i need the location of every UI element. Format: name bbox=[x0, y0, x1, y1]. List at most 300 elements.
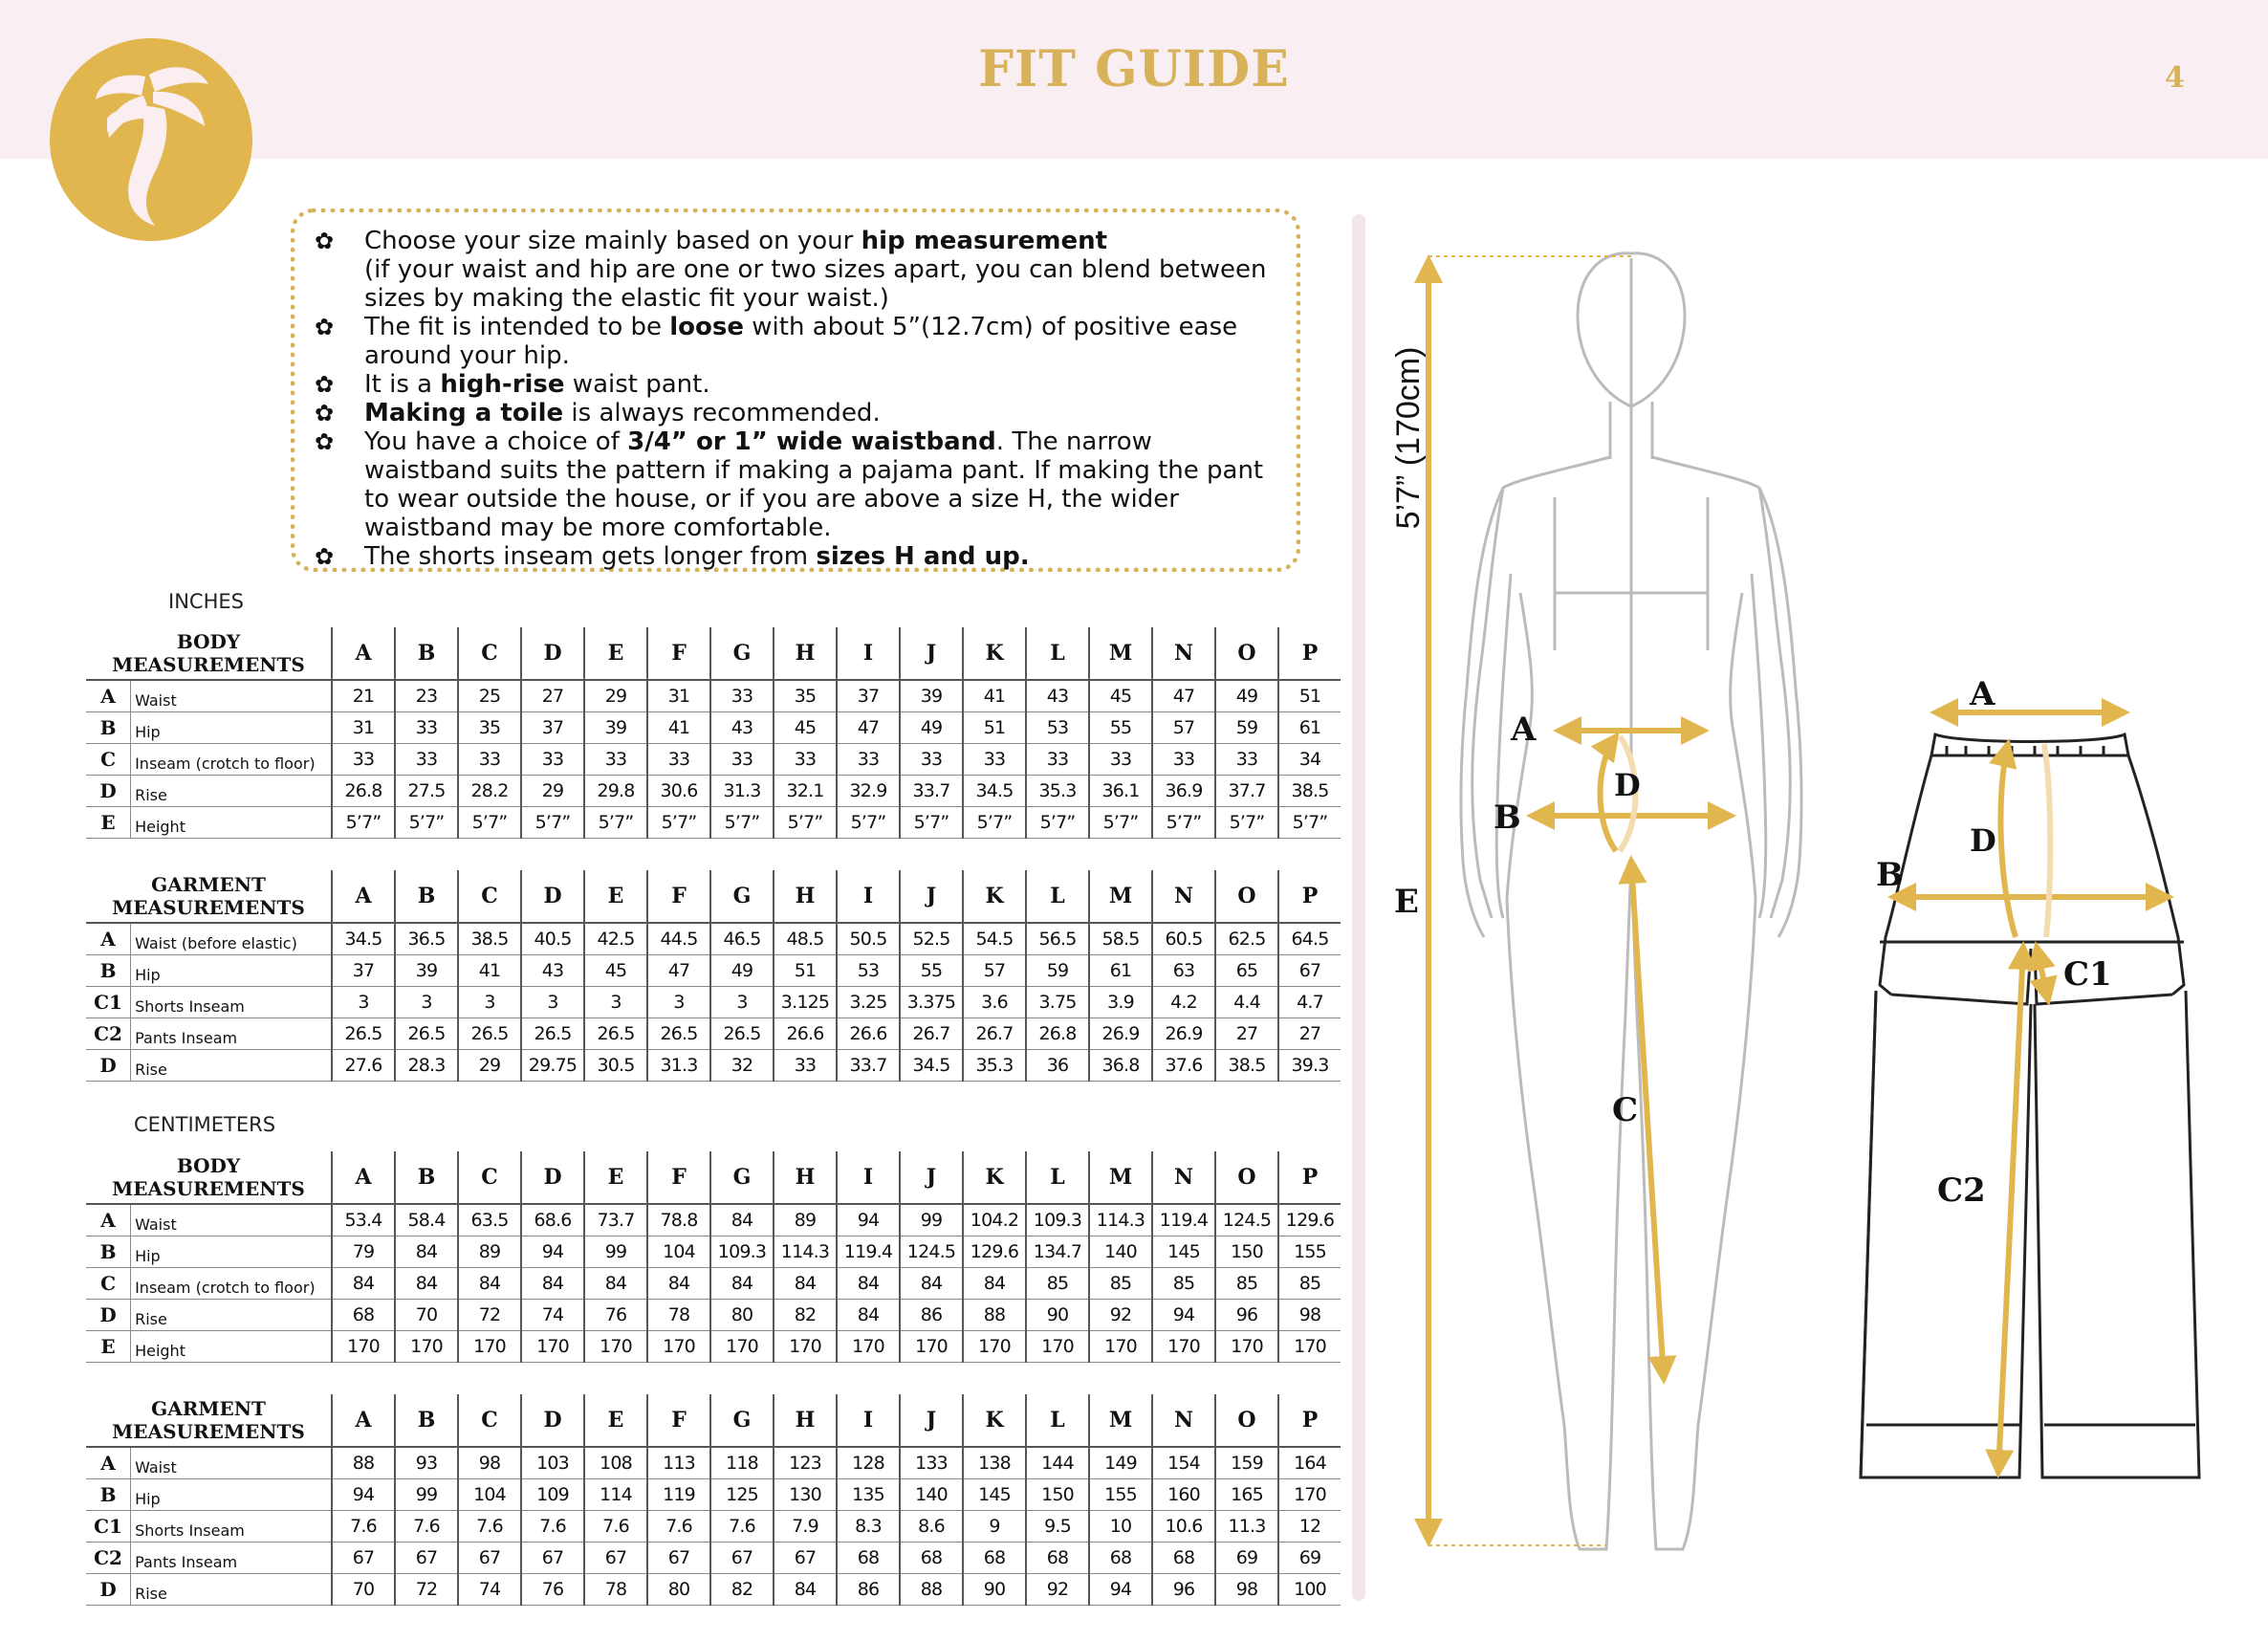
table-row bbox=[86, 776, 1341, 807]
measurement-value: 39.3 bbox=[1278, 1050, 1341, 1082]
measurement-value: 104.2 bbox=[963, 1204, 1026, 1236]
pant-label-c1: C1 bbox=[2063, 955, 2112, 994]
measurement-value: 155 bbox=[1089, 1479, 1152, 1511]
measurement-value: 53 bbox=[1026, 712, 1089, 744]
measurement-value: 45 bbox=[774, 712, 837, 744]
measurement-value: 70 bbox=[395, 1300, 458, 1331]
measurement-value: 27 bbox=[1215, 1018, 1278, 1050]
measurement-code: E bbox=[86, 1331, 131, 1363]
pant-label-c2: C2 bbox=[1937, 1171, 1986, 1210]
table-row bbox=[86, 1511, 1341, 1543]
measurement-value: 135 bbox=[837, 1479, 900, 1511]
measurement-value: 3 bbox=[584, 987, 647, 1018]
cm-body-measurements-table bbox=[86, 1151, 1341, 1363]
measurement-value: 68 bbox=[1026, 1543, 1089, 1574]
measurement-value: 28.2 bbox=[458, 776, 521, 807]
size-header: E bbox=[584, 1394, 647, 1447]
measurement-value: 140 bbox=[900, 1479, 963, 1511]
measurement-value: 43 bbox=[710, 712, 774, 744]
measurement-value: 10 bbox=[1089, 1511, 1152, 1543]
measurement-value: 44.5 bbox=[647, 923, 710, 955]
table-row bbox=[86, 1479, 1341, 1511]
size-header: B bbox=[395, 1394, 458, 1447]
measurement-value: 84 bbox=[647, 1268, 710, 1300]
measurement-value: 38.5 bbox=[1278, 776, 1341, 807]
measurement-value: 74 bbox=[521, 1300, 584, 1331]
measurement-label: Hip bbox=[131, 1479, 332, 1511]
measurement-value: 3.25 bbox=[837, 987, 900, 1018]
measurement-value: 27.5 bbox=[395, 776, 458, 807]
size-header: H bbox=[774, 1151, 837, 1204]
measurement-value: 78 bbox=[647, 1300, 710, 1331]
measurement-label: Shorts Inseam bbox=[131, 1511, 332, 1543]
measurement-value: 33 bbox=[774, 744, 837, 776]
measurement-value: 33 bbox=[1089, 744, 1152, 776]
measurement-value: 170 bbox=[900, 1331, 963, 1363]
measurement-value: 86 bbox=[900, 1300, 963, 1331]
table-row bbox=[86, 923, 1341, 955]
measurement-value: 28.3 bbox=[395, 1050, 458, 1082]
size-header: K bbox=[963, 1151, 1026, 1204]
measurement-label: Hip bbox=[131, 955, 332, 987]
measurement-value: 114.3 bbox=[774, 1236, 837, 1268]
measurement-value: 61 bbox=[1278, 712, 1341, 744]
measurement-value: 164 bbox=[1278, 1447, 1341, 1479]
fit-note-2: ✿ The fit is intended to be loose with about 5”(12.7cm) of positive ease around your hip. bbox=[315, 313, 1238, 370]
measurement-code: B bbox=[86, 712, 131, 744]
measurement-value: 68 bbox=[1089, 1543, 1152, 1574]
measurement-value: 124.5 bbox=[900, 1236, 963, 1268]
measurement-label: Height bbox=[131, 807, 332, 839]
measurement-label: Waist (before elastic) bbox=[131, 923, 332, 955]
measurement-value: 29 bbox=[458, 1050, 521, 1082]
table-row bbox=[86, 1050, 1341, 1082]
measurement-code: C bbox=[86, 744, 131, 776]
measurement-label: Inseam (crotch to floor) bbox=[131, 744, 332, 776]
flower-bullet-icon: ✿ bbox=[315, 428, 335, 455]
height-label: 5’7” (170cm) bbox=[1390, 346, 1427, 530]
measurement-value: 38.5 bbox=[458, 923, 521, 955]
size-header: A bbox=[332, 870, 395, 923]
measurement-value: 37 bbox=[837, 680, 900, 712]
measurement-value: 52.5 bbox=[900, 923, 963, 955]
measurement-value: 88 bbox=[332, 1447, 395, 1479]
measurement-value: 33 bbox=[458, 744, 521, 776]
size-header: D bbox=[521, 1394, 584, 1447]
measurement-value: 36.8 bbox=[1089, 1050, 1152, 1082]
body-label-b: B bbox=[1494, 799, 1521, 837]
size-header: F bbox=[647, 870, 710, 923]
measurement-value: 93 bbox=[395, 1447, 458, 1479]
measurement-value: 43 bbox=[521, 955, 584, 987]
measurement-value: 49 bbox=[1215, 680, 1278, 712]
measurement-value: 84 bbox=[774, 1268, 837, 1300]
measurement-value: 51 bbox=[774, 955, 837, 987]
measurement-value: 57 bbox=[1152, 712, 1215, 744]
measurement-value: 48.5 bbox=[774, 923, 837, 955]
measurement-value: 5’7” bbox=[1278, 807, 1341, 839]
measurement-value: 84 bbox=[395, 1268, 458, 1300]
measurement-value: 21 bbox=[332, 680, 395, 712]
measurement-label: Waist bbox=[131, 1204, 332, 1236]
measurement-value: 94 bbox=[1152, 1300, 1215, 1331]
measurement-value: 119.4 bbox=[1152, 1204, 1215, 1236]
measurement-value: 159 bbox=[1215, 1447, 1278, 1479]
page-title: FIT GUIDE bbox=[978, 40, 1290, 98]
body-label-c: C bbox=[1612, 1091, 1639, 1129]
measurement-value: 31.3 bbox=[647, 1050, 710, 1082]
table-caption: BODY MEASUREMENTS bbox=[86, 1151, 332, 1204]
measurement-value: 7.6 bbox=[458, 1511, 521, 1543]
measurement-value: 41 bbox=[458, 955, 521, 987]
measurement-value: 38.5 bbox=[1215, 1050, 1278, 1082]
measurement-value: 3 bbox=[710, 987, 774, 1018]
measurement-value: 42.5 bbox=[584, 923, 647, 955]
body-figure bbox=[1461, 253, 1801, 1549]
measurement-value: 68 bbox=[332, 1300, 395, 1331]
measurement-value: 30.5 bbox=[584, 1050, 647, 1082]
measurement-value: 27.6 bbox=[332, 1050, 395, 1082]
measurement-value: 34.5 bbox=[900, 1050, 963, 1082]
measurement-value: 7.6 bbox=[332, 1511, 395, 1543]
measurement-value: 40.5 bbox=[521, 923, 584, 955]
measurement-value: 170 bbox=[1215, 1331, 1278, 1363]
measurement-value: 29.75 bbox=[521, 1050, 584, 1082]
measurement-code: A bbox=[86, 1447, 131, 1479]
measurement-value: 98 bbox=[1278, 1300, 1341, 1331]
measurement-value: 82 bbox=[774, 1300, 837, 1331]
measurement-value: 51 bbox=[1278, 680, 1341, 712]
measurement-value: 33 bbox=[395, 712, 458, 744]
measurement-value: 68.6 bbox=[521, 1204, 584, 1236]
measurement-value: 85 bbox=[1215, 1268, 1278, 1300]
inches-body-measurements-table bbox=[86, 627, 1341, 839]
size-header: G bbox=[710, 1394, 774, 1447]
measurement-value: 154 bbox=[1152, 1447, 1215, 1479]
measurement-value: 35 bbox=[458, 712, 521, 744]
measurement-value: 170 bbox=[647, 1331, 710, 1363]
measurement-value: 170 bbox=[963, 1331, 1026, 1363]
pant-label-b: B bbox=[1876, 856, 1904, 894]
size-header: I bbox=[837, 1394, 900, 1447]
measurement-value: 89 bbox=[774, 1204, 837, 1236]
measurement-value: 94 bbox=[332, 1479, 395, 1511]
measurement-label: Hip bbox=[131, 712, 332, 744]
table-row bbox=[86, 1574, 1341, 1606]
measurement-value: 34.5 bbox=[332, 923, 395, 955]
measurement-value: 94 bbox=[837, 1204, 900, 1236]
measurement-value: 88 bbox=[900, 1574, 963, 1606]
size-header: F bbox=[647, 627, 710, 680]
measurement-value: 4.2 bbox=[1152, 987, 1215, 1018]
size-header: L bbox=[1026, 627, 1089, 680]
table-caption: GARMENT MEASUREMENTS bbox=[86, 870, 332, 923]
measurement-value: 96 bbox=[1215, 1300, 1278, 1331]
measurement-value: 26.5 bbox=[710, 1018, 774, 1050]
measurement-value: 56.5 bbox=[1026, 923, 1089, 955]
measurement-value: 150 bbox=[1215, 1236, 1278, 1268]
measurement-value: 67 bbox=[458, 1543, 521, 1574]
measurement-value: 160 bbox=[1152, 1479, 1215, 1511]
measurement-value: 36.9 bbox=[1152, 776, 1215, 807]
measurement-value: 138 bbox=[963, 1447, 1026, 1479]
measurement-value: 76 bbox=[521, 1574, 584, 1606]
measurement-value: 64.5 bbox=[1278, 923, 1341, 955]
measurement-value: 63 bbox=[1152, 955, 1215, 987]
measurement-label: Rise bbox=[131, 1050, 332, 1082]
measurement-value: 145 bbox=[1152, 1236, 1215, 1268]
measurement-value: 74 bbox=[458, 1574, 521, 1606]
measurement-value: 25 bbox=[458, 680, 521, 712]
table-caption: BODY MEASUREMENTS bbox=[86, 627, 332, 680]
measurement-value: 170 bbox=[458, 1331, 521, 1363]
size-header: O bbox=[1215, 627, 1278, 680]
measurement-value: 170 bbox=[1278, 1479, 1341, 1511]
size-header: A bbox=[332, 627, 395, 680]
measurement-value: 84 bbox=[963, 1268, 1026, 1300]
measurement-value: 36 bbox=[1026, 1050, 1089, 1082]
measurement-value: 104 bbox=[647, 1236, 710, 1268]
measurement-value: 84 bbox=[774, 1574, 837, 1606]
measurement-value: 32.1 bbox=[774, 776, 837, 807]
measurement-value: 5’7” bbox=[837, 807, 900, 839]
measurement-value: 53 bbox=[837, 955, 900, 987]
size-header: I bbox=[837, 870, 900, 923]
measurement-value: 34.5 bbox=[963, 776, 1026, 807]
measurement-value: 39 bbox=[584, 712, 647, 744]
table-row bbox=[86, 1331, 1341, 1363]
size-header: F bbox=[647, 1151, 710, 1204]
measurement-value: 145 bbox=[963, 1479, 1026, 1511]
measurement-value: 113 bbox=[647, 1447, 710, 1479]
measurement-value: 140 bbox=[1089, 1236, 1152, 1268]
flower-bullet-icon: ✿ bbox=[315, 228, 335, 254]
measurement-value: 33 bbox=[963, 744, 1026, 776]
measurement-label: Hip bbox=[131, 1236, 332, 1268]
measurement-value: 35.3 bbox=[963, 1050, 1026, 1082]
measurement-value: 70 bbox=[332, 1574, 395, 1606]
measurement-value: 26.5 bbox=[584, 1018, 647, 1050]
measurement-value: 47 bbox=[1152, 680, 1215, 712]
measurement-value: 85 bbox=[1026, 1268, 1089, 1300]
measurement-value: 35.3 bbox=[1026, 776, 1089, 807]
measurement-value: 41 bbox=[963, 680, 1026, 712]
measurement-value: 76 bbox=[584, 1300, 647, 1331]
measurement-value: 109.3 bbox=[710, 1236, 774, 1268]
measurement-value: 7.6 bbox=[710, 1511, 774, 1543]
size-header: C bbox=[458, 1151, 521, 1204]
figure-labels bbox=[1390, 347, 2112, 1210]
size-header: C bbox=[458, 627, 521, 680]
measurement-value: 84 bbox=[521, 1268, 584, 1300]
measurement-value: 5’7” bbox=[774, 807, 837, 839]
inches-label: INCHES bbox=[168, 590, 244, 613]
measurement-value: 3.9 bbox=[1089, 987, 1152, 1018]
measurement-value: 84 bbox=[584, 1268, 647, 1300]
measurement-value: 26.9 bbox=[1089, 1018, 1152, 1050]
measurement-value: 60.5 bbox=[1152, 923, 1215, 955]
measurement-value: 98 bbox=[1215, 1574, 1278, 1606]
measurement-value: 118 bbox=[710, 1447, 774, 1479]
measurement-value: 84 bbox=[900, 1268, 963, 1300]
size-header: P bbox=[1278, 1151, 1341, 1204]
measurement-value: 72 bbox=[458, 1300, 521, 1331]
measurement-value: 170 bbox=[774, 1331, 837, 1363]
size-header: M bbox=[1089, 870, 1152, 923]
measurement-value: 165 bbox=[1215, 1479, 1278, 1511]
measurement-value: 8.6 bbox=[900, 1511, 963, 1543]
measurement-value: 85 bbox=[1278, 1268, 1341, 1300]
measurement-value: 80 bbox=[647, 1574, 710, 1606]
measurement-value: 37 bbox=[521, 712, 584, 744]
measurement-value: 33.7 bbox=[900, 776, 963, 807]
measurement-value: 170 bbox=[1089, 1331, 1152, 1363]
measurement-value: 8.3 bbox=[837, 1511, 900, 1543]
fit-note-5: ✿ You have a choice of 3/4” or 1” wide waistband. The narrow waistband suits the pattern if making a pajama pant. If making the pant to wear outside the house, or if you are above a size H, the wider waistband may be more comfortable. bbox=[315, 427, 1264, 542]
flower-bullet-icon: ✿ bbox=[315, 543, 335, 570]
measurement-value: 12 bbox=[1278, 1511, 1341, 1543]
measurement-value: 7.6 bbox=[521, 1511, 584, 1543]
size-header: G bbox=[710, 870, 774, 923]
size-header: G bbox=[710, 627, 774, 680]
measurement-value: 33.7 bbox=[837, 1050, 900, 1082]
measurement-value: 33 bbox=[837, 744, 900, 776]
measurement-value: 5’7” bbox=[584, 807, 647, 839]
measurement-value: 5’7” bbox=[1026, 807, 1089, 839]
measurement-value: 114 bbox=[584, 1479, 647, 1511]
measurement-value: 7.6 bbox=[647, 1511, 710, 1543]
measurement-value: 92 bbox=[1026, 1574, 1089, 1606]
measurement-value: 69 bbox=[1215, 1543, 1278, 1574]
measurement-value: 5’7” bbox=[521, 807, 584, 839]
measurement-value: 33 bbox=[710, 680, 774, 712]
measurement-value: 4.7 bbox=[1278, 987, 1341, 1018]
table-row bbox=[86, 987, 1341, 1018]
measurement-value: 84 bbox=[710, 1204, 774, 1236]
measurement-value: 39 bbox=[395, 955, 458, 987]
measurement-value: 92 bbox=[1089, 1300, 1152, 1331]
measurement-value: 26.7 bbox=[963, 1018, 1026, 1050]
measurement-value: 128 bbox=[837, 1447, 900, 1479]
column-divider bbox=[1352, 214, 1365, 1601]
centimeters-label: CENTIMETERS bbox=[134, 1113, 276, 1136]
measurement-label: Rise bbox=[131, 776, 332, 807]
measurement-value: 26.9 bbox=[1152, 1018, 1215, 1050]
measurement-code: C bbox=[86, 1268, 131, 1300]
measurement-value: 5’7” bbox=[1215, 807, 1278, 839]
measurement-value: 7.9 bbox=[774, 1511, 837, 1543]
size-header: L bbox=[1026, 870, 1089, 923]
table-row bbox=[86, 712, 1341, 744]
measurement-value: 96 bbox=[1152, 1574, 1215, 1606]
measurement-value: 26.8 bbox=[332, 776, 395, 807]
pant-label-d: D bbox=[1970, 822, 1996, 859]
measurement-value: 84 bbox=[837, 1268, 900, 1300]
measurement-value: 7.6 bbox=[584, 1511, 647, 1543]
measurement-value: 27 bbox=[1278, 1018, 1341, 1050]
measurement-code: C2 bbox=[86, 1018, 131, 1050]
measurement-value: 80 bbox=[710, 1300, 774, 1331]
measurement-label: Height bbox=[131, 1331, 332, 1363]
measurement-value: 150 bbox=[1026, 1479, 1089, 1511]
size-header: J bbox=[900, 1394, 963, 1447]
measurement-value: 134.7 bbox=[1026, 1236, 1089, 1268]
measurement-value: 85 bbox=[1089, 1268, 1152, 1300]
measurement-value: 78.8 bbox=[647, 1204, 710, 1236]
measurement-value: 65 bbox=[1215, 955, 1278, 987]
measurement-value: 49 bbox=[710, 955, 774, 987]
body-label-a: A bbox=[1511, 711, 1537, 749]
measurement-value: 3 bbox=[395, 987, 458, 1018]
size-header: N bbox=[1152, 1394, 1215, 1447]
fit-note-3: ✿ It is a high-rise waist pant. bbox=[315, 370, 710, 399]
measurement-value: 100 bbox=[1278, 1574, 1341, 1606]
page-number: 4 bbox=[2165, 61, 2185, 95]
size-header: N bbox=[1152, 627, 1215, 680]
measurement-value: 5’7” bbox=[1152, 807, 1215, 839]
measurement-code: C1 bbox=[86, 1511, 131, 1543]
pants-figure bbox=[1861, 734, 2199, 1477]
measurement-value: 84 bbox=[837, 1300, 900, 1331]
table-row bbox=[86, 1018, 1341, 1050]
measurement-value: 26.6 bbox=[837, 1018, 900, 1050]
measurement-value: 59 bbox=[1215, 712, 1278, 744]
measurement-value: 32.9 bbox=[837, 776, 900, 807]
table-row bbox=[86, 807, 1341, 839]
measurement-value: 90 bbox=[1026, 1300, 1089, 1331]
measurement-value: 170 bbox=[1026, 1331, 1089, 1363]
measurement-value: 54.5 bbox=[963, 923, 1026, 955]
measurement-value: 5’7” bbox=[647, 807, 710, 839]
size-header: E bbox=[584, 1151, 647, 1204]
measurement-value: 103 bbox=[521, 1447, 584, 1479]
measurement-value: 72 bbox=[395, 1574, 458, 1606]
measurement-label: Waist bbox=[131, 1447, 332, 1479]
measurement-value: 11.3 bbox=[1215, 1511, 1278, 1543]
size-header: E bbox=[584, 870, 647, 923]
size-header: E bbox=[584, 627, 647, 680]
measurement-value: 47 bbox=[647, 955, 710, 987]
measurement-code: B bbox=[86, 1236, 131, 1268]
table-row bbox=[86, 1236, 1341, 1268]
measurement-value: 45 bbox=[1089, 680, 1152, 712]
size-header: J bbox=[900, 870, 963, 923]
measurement-value: 67 bbox=[774, 1543, 837, 1574]
size-header: I bbox=[837, 627, 900, 680]
table-row bbox=[86, 1268, 1341, 1300]
measurement-code: A bbox=[86, 923, 131, 955]
size-header: L bbox=[1026, 1151, 1089, 1204]
measurement-value: 86 bbox=[837, 1574, 900, 1606]
measurement-value: 84 bbox=[395, 1236, 458, 1268]
measurement-value: 5’7” bbox=[458, 807, 521, 839]
measurement-value: 119 bbox=[647, 1479, 710, 1511]
measurement-value: 67 bbox=[710, 1543, 774, 1574]
measurement-value: 43 bbox=[1026, 680, 1089, 712]
size-header: A bbox=[332, 1151, 395, 1204]
measurement-value: 29.8 bbox=[584, 776, 647, 807]
size-header: G bbox=[710, 1151, 774, 1204]
size-header: O bbox=[1215, 1151, 1278, 1204]
measurement-value: 114.3 bbox=[1089, 1204, 1152, 1236]
measurement-label: Inseam (crotch to floor) bbox=[131, 1268, 332, 1300]
measurement-value: 67 bbox=[332, 1543, 395, 1574]
measurement-value: 33 bbox=[395, 744, 458, 776]
measurement-value: 104 bbox=[458, 1479, 521, 1511]
measurement-value: 31.3 bbox=[710, 776, 774, 807]
size-header: M bbox=[1089, 1151, 1152, 1204]
size-header: D bbox=[521, 1151, 584, 1204]
